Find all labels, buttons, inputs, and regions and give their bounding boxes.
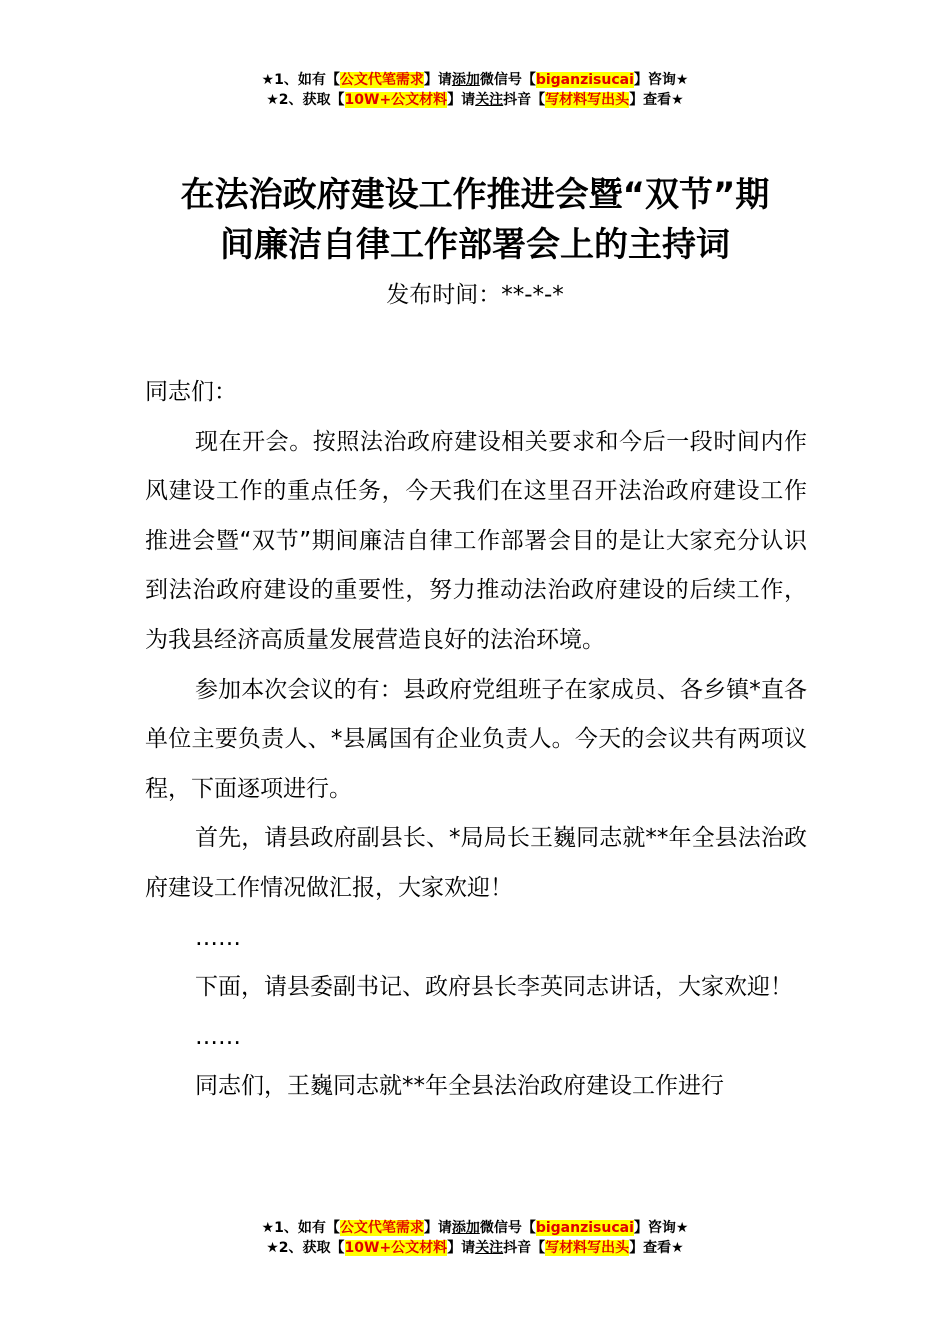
banner-line-2 xyxy=(0,1238,950,1258)
banner-text: ★2、获取【 xyxy=(266,1240,345,1256)
footer-banner xyxy=(0,1218,950,1258)
paragraph: 下面，请县委副书记、政府县长李英同志讲话，大家欢迎！ xyxy=(195,974,793,1001)
banner-text: 】请 xyxy=(447,1240,476,1256)
banner-text: ★1、如有【 xyxy=(261,1220,340,1236)
header-banner xyxy=(0,70,950,110)
banner-text: 】查看★ xyxy=(629,92,684,108)
banner-highlight: 公文代笔需求 xyxy=(339,72,424,88)
document-body xyxy=(145,368,807,1112)
banner-underline: 添加 xyxy=(451,72,480,88)
banner-highlight: 写材料写出头 xyxy=(545,1240,630,1256)
banner-underline: 添加 xyxy=(451,1220,480,1236)
banner-line-1 xyxy=(0,1218,950,1238)
banner-text: ★2、获取【 xyxy=(266,92,345,108)
banner-text: 微信号【 xyxy=(479,72,536,88)
banner-highlight: biganzisucai xyxy=(535,1220,634,1236)
banner-text: 抖音【 xyxy=(503,92,546,108)
banner-text: 】请 xyxy=(423,72,452,88)
document-title xyxy=(145,170,805,270)
publish-date: 发布时间：**-*-* xyxy=(386,282,564,308)
salutation: 同志们： xyxy=(145,379,237,405)
banner-text: 】请 xyxy=(423,1220,452,1236)
banner-text: 】咨询★ xyxy=(633,1220,689,1236)
paragraph: 现在开会。按照法治政府建设相关要求和今后一段时间内作风建设工作的重点任务，今天我们在这里召开法治政府建设工作推进会暨“双节”期间廉洁自律工作部署会目的是让大家充分认识到法治政府建设的重要性，努力推动法治政府建设的后续工作，为我县经济高质量发展营造良好的法治环境。 xyxy=(145,428,807,653)
ellipsis: …… xyxy=(195,1023,241,1050)
banner-highlight: biganzisucai xyxy=(535,72,634,88)
banner-text: 】请 xyxy=(447,92,476,108)
banner-underline: 关注 xyxy=(475,92,504,108)
banner-text: 】查看★ xyxy=(629,1240,684,1256)
title-line-1: 在法治政府建设工作推进会暨“双节”期 xyxy=(180,175,770,215)
banner-text: 抖音【 xyxy=(503,1240,546,1256)
banner-highlight: 10W+公文材料 xyxy=(344,92,448,108)
banner-highlight: 公文代笔需求 xyxy=(339,1220,424,1236)
paragraph: 参加本次会议的有：县政府党组班子在家成员、各乡镇*直各单位主要负责人、*县属国有企业负责人。今天的会议共有两项议程，下面逐项进行。 xyxy=(145,676,807,802)
banner-line-1 xyxy=(0,70,950,90)
banner-text: ★1、如有【 xyxy=(261,72,340,88)
title-line-2: 间廉洁自律工作部署会上的主持词 xyxy=(220,225,730,265)
paragraph: 同志们，王巍同志就**年全县法治政府建设工作进行 xyxy=(195,1073,724,1100)
banner-text: 微信号【 xyxy=(479,1220,536,1236)
banner-line-2 xyxy=(0,90,950,110)
paragraph: 首先，请县政府副县长、*局局长王巍同志就**年全县法治政府建设工作情况做汇报，大家欢迎！ xyxy=(145,825,807,901)
banner-highlight: 10W+公文材料 xyxy=(344,1240,448,1256)
banner-highlight: 写材料写出头 xyxy=(545,92,630,108)
banner-underline: 关注 xyxy=(475,1240,504,1256)
ellipsis: …… xyxy=(195,924,241,951)
banner-text: 】咨询★ xyxy=(633,72,689,88)
